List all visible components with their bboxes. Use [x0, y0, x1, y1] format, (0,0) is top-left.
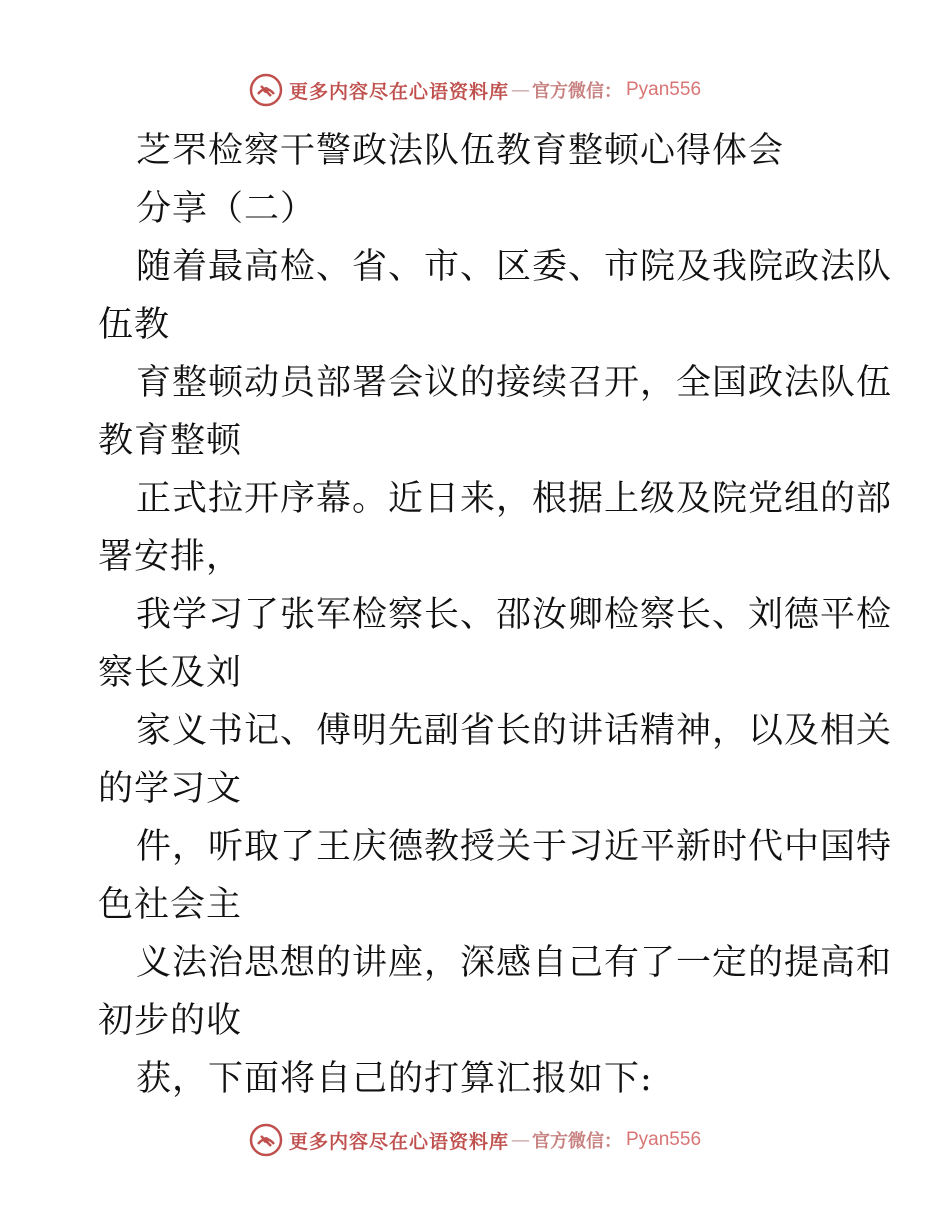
text-line: 署安排，	[98, 537, 243, 577]
text-line: 初步的收	[98, 1001, 243, 1041]
document-body	[98, 122, 893, 1108]
text-line: 的学习文	[98, 769, 243, 809]
text-line: 正式拉开序幕。近日来，根据上级及院党组的部	[136, 479, 893, 519]
text-line: 家义书记、傅明先副省长的讲话精神，以及相关	[136, 711, 893, 751]
footer-watermark	[0, 1120, 950, 1160]
book-logo-icon	[249, 73, 283, 107]
text-line: 件，听取了王庆德教授关于习近平新时代中国特	[136, 827, 893, 867]
text-line: 我学习了张军检察长、邵汝卿检察长、刘德平检	[136, 595, 893, 635]
watermark-id: Pyan556	[626, 79, 702, 100]
text-line: 随着最高检、省、市、区委、市院及我院政法队	[136, 247, 893, 287]
text-line: 育整顿动员部署会议的接续召开，全国政法队伍	[136, 363, 893, 403]
watermark-label: 官方微信：	[532, 81, 622, 102]
watermark-text: 更多内容尽在心语资料库	[288, 80, 509, 103]
watermark-text: 更多内容尽在心语资料库	[288, 1130, 509, 1153]
text-line: 察长及刘	[98, 653, 243, 693]
book-logo-icon	[249, 1123, 283, 1157]
text-line: 教育整顿	[98, 421, 243, 461]
watermark-dash: —	[511, 1129, 530, 1151]
text-line: 伍教	[98, 305, 171, 345]
text-line: 色社会主	[98, 885, 243, 925]
document-title: 芝罘检察干警政法队伍教育整顿心得体会	[136, 131, 785, 171]
watermark-id: Pyan556	[626, 1129, 702, 1150]
document-subtitle: 分享（二）	[136, 189, 317, 229]
header-watermark	[0, 70, 950, 110]
watermark-label: 官方微信：	[532, 1131, 622, 1152]
watermark-dash: —	[511, 79, 530, 101]
text-line: 获，下面将自己的打算汇报如下:	[136, 1059, 653, 1099]
text-line: 义法治思想的讲座，深感自己有了一定的提高和	[136, 943, 893, 983]
